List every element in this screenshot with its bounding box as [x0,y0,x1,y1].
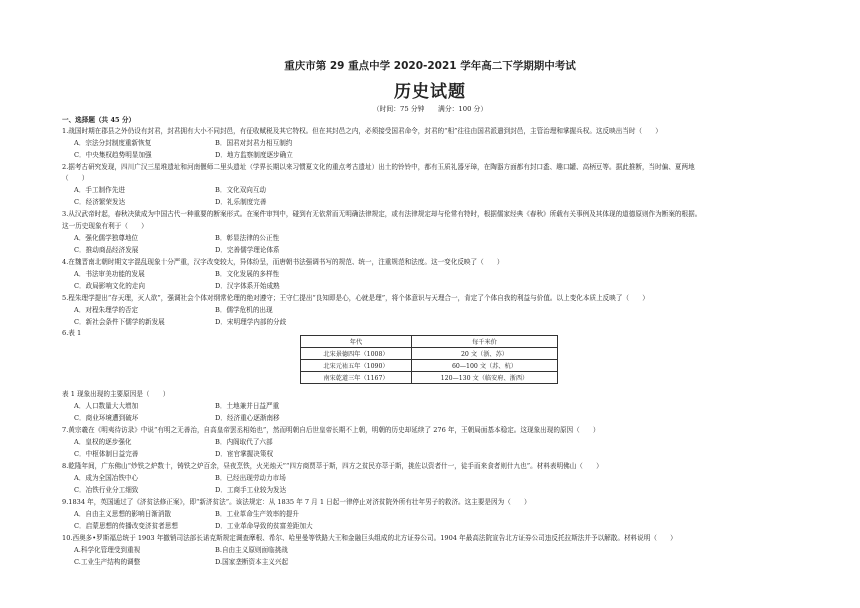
table-cell: 北宋元祐五年（1090） [301,360,412,372]
option: B．内阁取代了六部 [215,438,273,446]
option: D．宋明理学内部的分歧 [215,318,287,326]
table-row [301,372,558,384]
question-stem: 9.1834 年，英国通过了《济贫法修正案》，即“新济贫法”。该法规定：从 1835 年 7 月 1 日起一律停止对济贫院外所有壮年男子的救济。这主要是因为（ ） [62,498,531,506]
option: C．推动商品经济发展 [74,246,139,254]
table-cell: 南宋乾道三年（1167） [301,372,412,384]
option: C．启蒙思想的传播改变济贫者思想 [74,522,178,530]
exam-subtitle: 历史试题 [394,82,466,102]
question-stem: 3.从汉武帝时起，春秋决狱成为中国古代一种重要的断案形式。在案件审判中，碰到有无依常而无明确法律规定，或有法律规定却与伦常有特时，根据儒家经典《春秋》所载有关事例及其体现的道德原则作为断案的根据。 [62,210,702,218]
option: C．政局影响文化的走向 [74,282,145,290]
exam-meta: （时间：75 分钟 满分：100 分） [372,105,488,113]
table-row [301,348,558,360]
question-stem: 7.黄宗羲在《明夷待访录》中说“有明之无善治，自高皇帝罢丞相始也”，然而明朝自后世皇帝长期不上朝，明朝的历史却延续了 276 年，王朝局面基本稳定。这现象出现的原因（ ） [62,426,600,434]
option: B．文化双向互动 [215,186,267,194]
option: D．礼乐制度完善 [215,198,267,206]
price-table [300,335,558,384]
question-stem: 这一历史现象有利于（ ） [62,222,148,230]
question-stem: 10.西奥多•罗斯福总统于 1903 年撤销司法部长诺克斯规定调查摩根、希尔、哈里曼等铁路大王和金融巨头组成的北方证券公司。1904 年最高法院宣告北方证券公司违反托拉斯法并予以解散。材料说明（ ） [62,534,677,542]
option: C．新社会条件下儒学的新发展 [74,318,165,326]
option: C．冶铁行业分工细致 [74,486,139,494]
section-heading: 一、选择题（共 45 分） [62,116,136,124]
option: D．宦官掌握决策权 [215,450,274,458]
option: C．商业环境遭到破坏 [74,414,139,422]
question-stem: 2.据考古研究发现，四川广汉三星堆遗址和河南偃师二里头遗址（学界长期以来习惯夏文化的重点考古遗址）出土的铃铃中，都有玉质礼器牙璋，在陶器方面都有封口盉、趣口罐、高柄豆等。据此推断，当时偏、夏两地 [62,163,695,171]
option: A．皇权的逐步强化 [74,438,132,446]
option: B．国君对封君力相互制约 [215,139,293,147]
table-header-row [301,336,558,348]
table-cell: 20 文（浙、苏） [411,348,557,360]
option: D．工业革命导致的贫富差距加大 [215,522,313,530]
question-stem: （ ） [62,174,89,182]
option: D.国家垄断资本主义兴起 [215,558,289,566]
option: B．文化发展的多样性 [215,270,280,278]
table-cell: 北宋景德四年（1008） [301,348,412,360]
option: B．工业革命生产效率的提升 [215,510,299,518]
option: D．工商手工业较为发达 [215,486,287,494]
option: A.科学化管理受到重视 [74,546,141,554]
question-stem: 8.乾隆年间，广东佛山“炒铁之炉数十，铸铁之炉百余，昼夜烹铁，火光烛天”“四方商贾萃于斯，四方之贫民亦萃于斯，挑佐以资者什一，徒手而来食者则什九也”。材料表明佛山（ ） [62,462,603,470]
option: D．汉字体系开始成熟 [215,282,280,290]
question-stem: 表 1 现象出现的主要原因是（ ） [62,390,170,398]
option: D．经济重心逐渐南移 [215,414,280,422]
option: C．中枢体制日益完善 [74,450,139,458]
option: D．地方监察制度逐步确立 [215,151,293,159]
exam-title: 重庆市第 29 重点中学 2020-2021 学年高二下学期期中考试 [284,60,576,72]
option: A．人口数量大大增加 [74,402,139,410]
table-cell: 120—130 文（临安府、浙西） [411,372,557,384]
option: A．自由主义思想的影响日渐消散 [74,510,172,518]
option: A．宗法分封制度重新恢复 [74,139,152,147]
option: B．彰显法律的公正性 [215,234,280,242]
question-stem: 4.在魏晋南北朝时期文字混乱现象十分严重，汉字改变较大，异体纷呈，而唐朝书法强调书写的规范、统一，注重规范和法度。这一变化反映了（ ） [62,258,504,266]
option: B．土地兼并日益严重 [215,402,280,410]
table-cell: 60—100 文（苏、杭） [411,360,557,372]
option: B.自由主义原则面临挑战 [215,546,288,554]
option: C．经济繁荣发达 [74,198,126,206]
option: A．书法审美功能的发展 [74,270,145,278]
option: C.工业生产结构的调整 [74,558,141,566]
question-stem: 5.程朱理学提出“存天理，灭人欲”，强调社会个体对纲常伦理的绝对遵守；王守仁提出“良知即是心，心就是理”，将个体意识与天理合一，肯定了个体自我的利益与价值。以上变化本质上反映了（ ） [62,294,649,302]
option: A．手工制作先进 [74,186,125,194]
question-stem: 1.战国时期在郡县之外仍设有封君，封君拥有大小不同封邑，有征收赋税及其它特权。但在其封邑之内，必须接受国君命令，封君的“相”往往由国君派遣到封邑，主管治理和掌握兵权。这反映出当时（ ） [62,127,662,135]
option: B．已经出现劳动力市场 [215,474,286,482]
option: A．强化儒学独尊地位 [74,234,139,242]
option: D．完善儒学理论体系 [215,246,280,254]
question-stem: 6.表 1 [62,329,82,337]
option: A．成为全国冶铁中心 [74,474,139,482]
table-header: 每千米价 [411,336,557,348]
option: C．中央集权趋势明显加强 [74,151,152,159]
option: B．儒学危机的出现 [215,306,273,314]
table-row [301,360,558,372]
table-header: 年代 [301,336,412,348]
option: A．对程朱理学的否定 [74,306,139,314]
